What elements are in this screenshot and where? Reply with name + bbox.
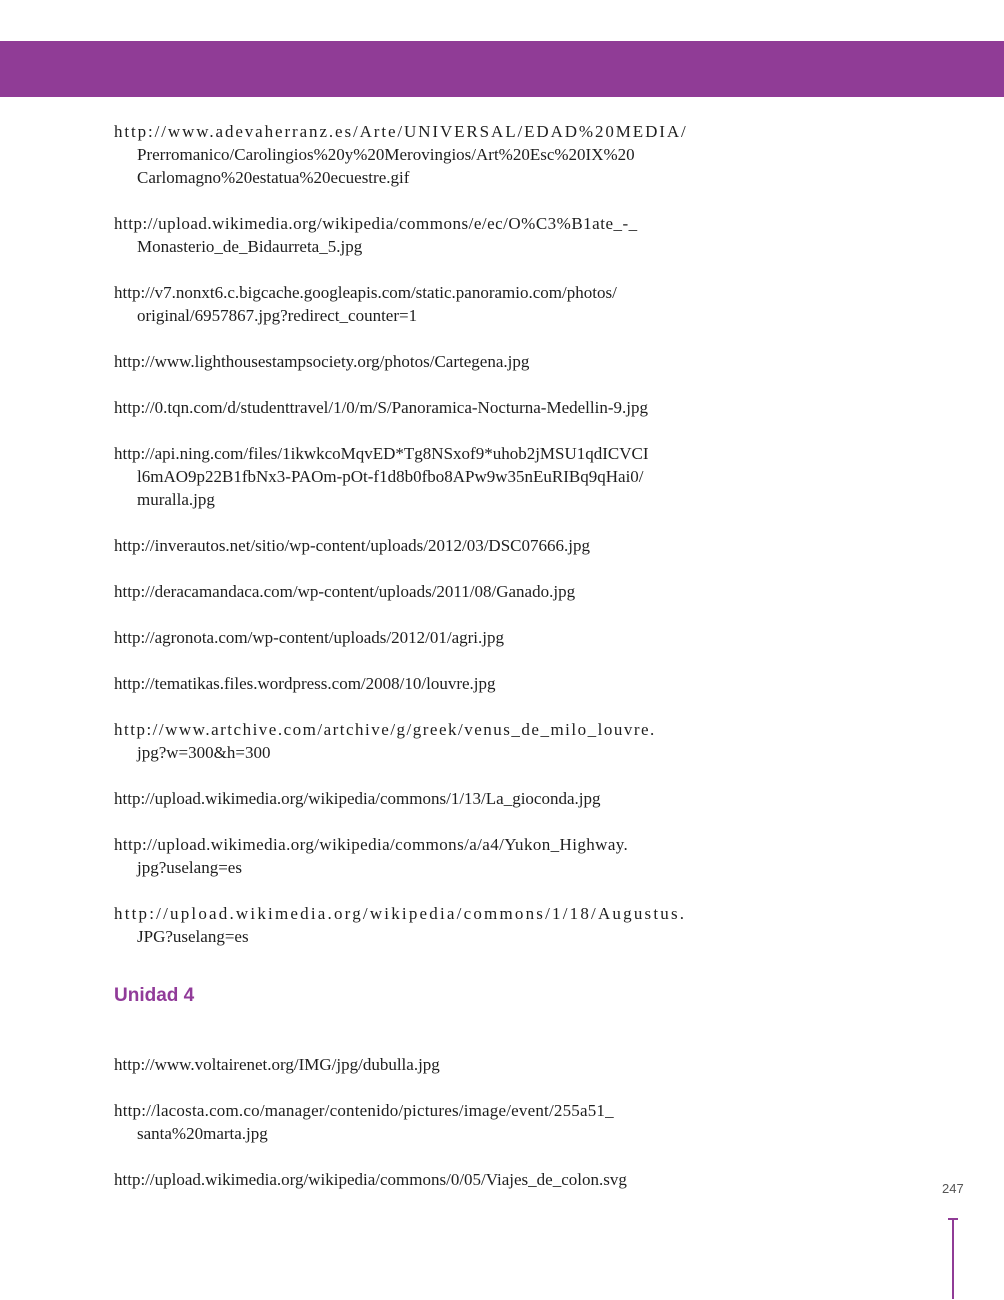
section-heading: Unidad 4	[114, 985, 195, 1006]
reference-line: muralla.jpg	[137, 490, 215, 509]
reference-line[interactable]: http://deracamandaca.com/wp-content/uploads/2011/08/Ganado.jpg	[114, 582, 576, 601]
reference-line: Carlomagno%20estatua%20ecuestre.gif	[137, 168, 410, 187]
reference-item	[114, 534, 718, 557]
reference-line[interactable]: http://upload.wikimedia.org/wikipedia/commons/1/13/La_gioconda.jpg	[114, 789, 601, 808]
reference-list	[114, 120, 718, 1214]
margin-rule	[952, 1219, 954, 1299]
reference-line: Monasterio_de_Bidaurreta_5.jpg	[137, 237, 363, 256]
reference-line[interactable]: http://www.voltairenet.org/IMG/jpg/dubulla.jpg	[114, 1055, 440, 1074]
reference-line: JPG?uselang=es	[137, 927, 249, 946]
reference-line[interactable]: http://lacosta.com.co/manager/contenido/pictures/image/event/255a51_	[114, 1101, 614, 1120]
reference-line: original/6957867.jpg?redirect_counter=1	[137, 306, 418, 325]
reference-line[interactable]: http://agronota.com/wp-content/uploads/2012/01/agri.jpg	[114, 628, 504, 647]
reference-item	[114, 580, 718, 603]
reference-line[interactable]: http://tematikas.files.wordpress.com/2008/10/louvre.jpg	[114, 674, 496, 693]
reference-item	[114, 718, 718, 764]
reference-line[interactable]: http://upload.wikimedia.org/wikipedia/commons/0/05/Viajes_de_colon.svg	[114, 1170, 627, 1189]
reference-item	[114, 672, 718, 695]
reference-line: santa%20marta.jpg	[137, 1124, 268, 1143]
reference-item	[114, 902, 718, 948]
reference-line[interactable]: http://v7.nonxt6.c.bigcache.googleapis.com/static.panoramio.com/photos/	[114, 283, 617, 302]
reference-line[interactable]: http://upload.wikimedia.org/wikipedia/commons/a/a4/Yukon_Highway.	[114, 835, 629, 854]
reference-line: Prerromanico/Carolingios%20y%20Merovingios/Art%20Esc%20IX%20	[137, 145, 635, 164]
reference-line[interactable]: http://upload.wikimedia.org/wikipedia/commons/1/18/Augustus.	[114, 904, 687, 923]
reference-line[interactable]: http://www.adevaherranz.es/Arte/UNIVERSAL/EDAD%20MEDIA/	[114, 122, 688, 141]
reference-line[interactable]: http://www.lighthousestampsociety.org/photos/Cartegena.jpg	[114, 352, 530, 371]
header-band	[0, 41, 1004, 97]
reference-item	[114, 1053, 718, 1076]
reference-item	[114, 1099, 718, 1145]
reference-line[interactable]: http://0.tqn.com/d/studenttravel/1/0/m/S/Panoramica-Nocturna-Medellin-9.jpg	[114, 398, 648, 417]
reference-line[interactable]: http://api.ning.com/files/1ikwkcoMqvED*Tg8NSxof9*uhob2jMSU1qdICVCI	[114, 444, 649, 463]
reference-item	[114, 212, 718, 258]
reference-item	[114, 281, 718, 327]
reference-item	[114, 1168, 718, 1191]
reference-item	[114, 787, 718, 810]
reference-item	[114, 442, 718, 511]
reference-line: l6mAO9p22B1fbNx3-PAOm-pOt-f1d8b0fbo8APw9w35nEuRIBq9qHai0/	[137, 467, 644, 486]
reference-item	[114, 350, 718, 373]
reference-line[interactable]: http://www.artchive.com/artchive/g/greek/venus_de_milo_louvre.	[114, 720, 656, 739]
reference-item	[114, 396, 718, 419]
page-number: 247	[942, 1181, 964, 1196]
reference-item	[114, 833, 718, 879]
reference-line[interactable]: http://upload.wikimedia.org/wikipedia/commons/e/ec/O%C3%B1ate_-_	[114, 214, 638, 233]
reference-line[interactable]: http://inverautos.net/sitio/wp-content/uploads/2012/03/DSC07666.jpg	[114, 536, 590, 555]
reference-item	[114, 626, 718, 649]
reference-line: jpg?w=300&h=300	[137, 743, 271, 762]
reference-line: jpg?uselang=es	[137, 858, 242, 877]
reference-item	[114, 120, 718, 189]
